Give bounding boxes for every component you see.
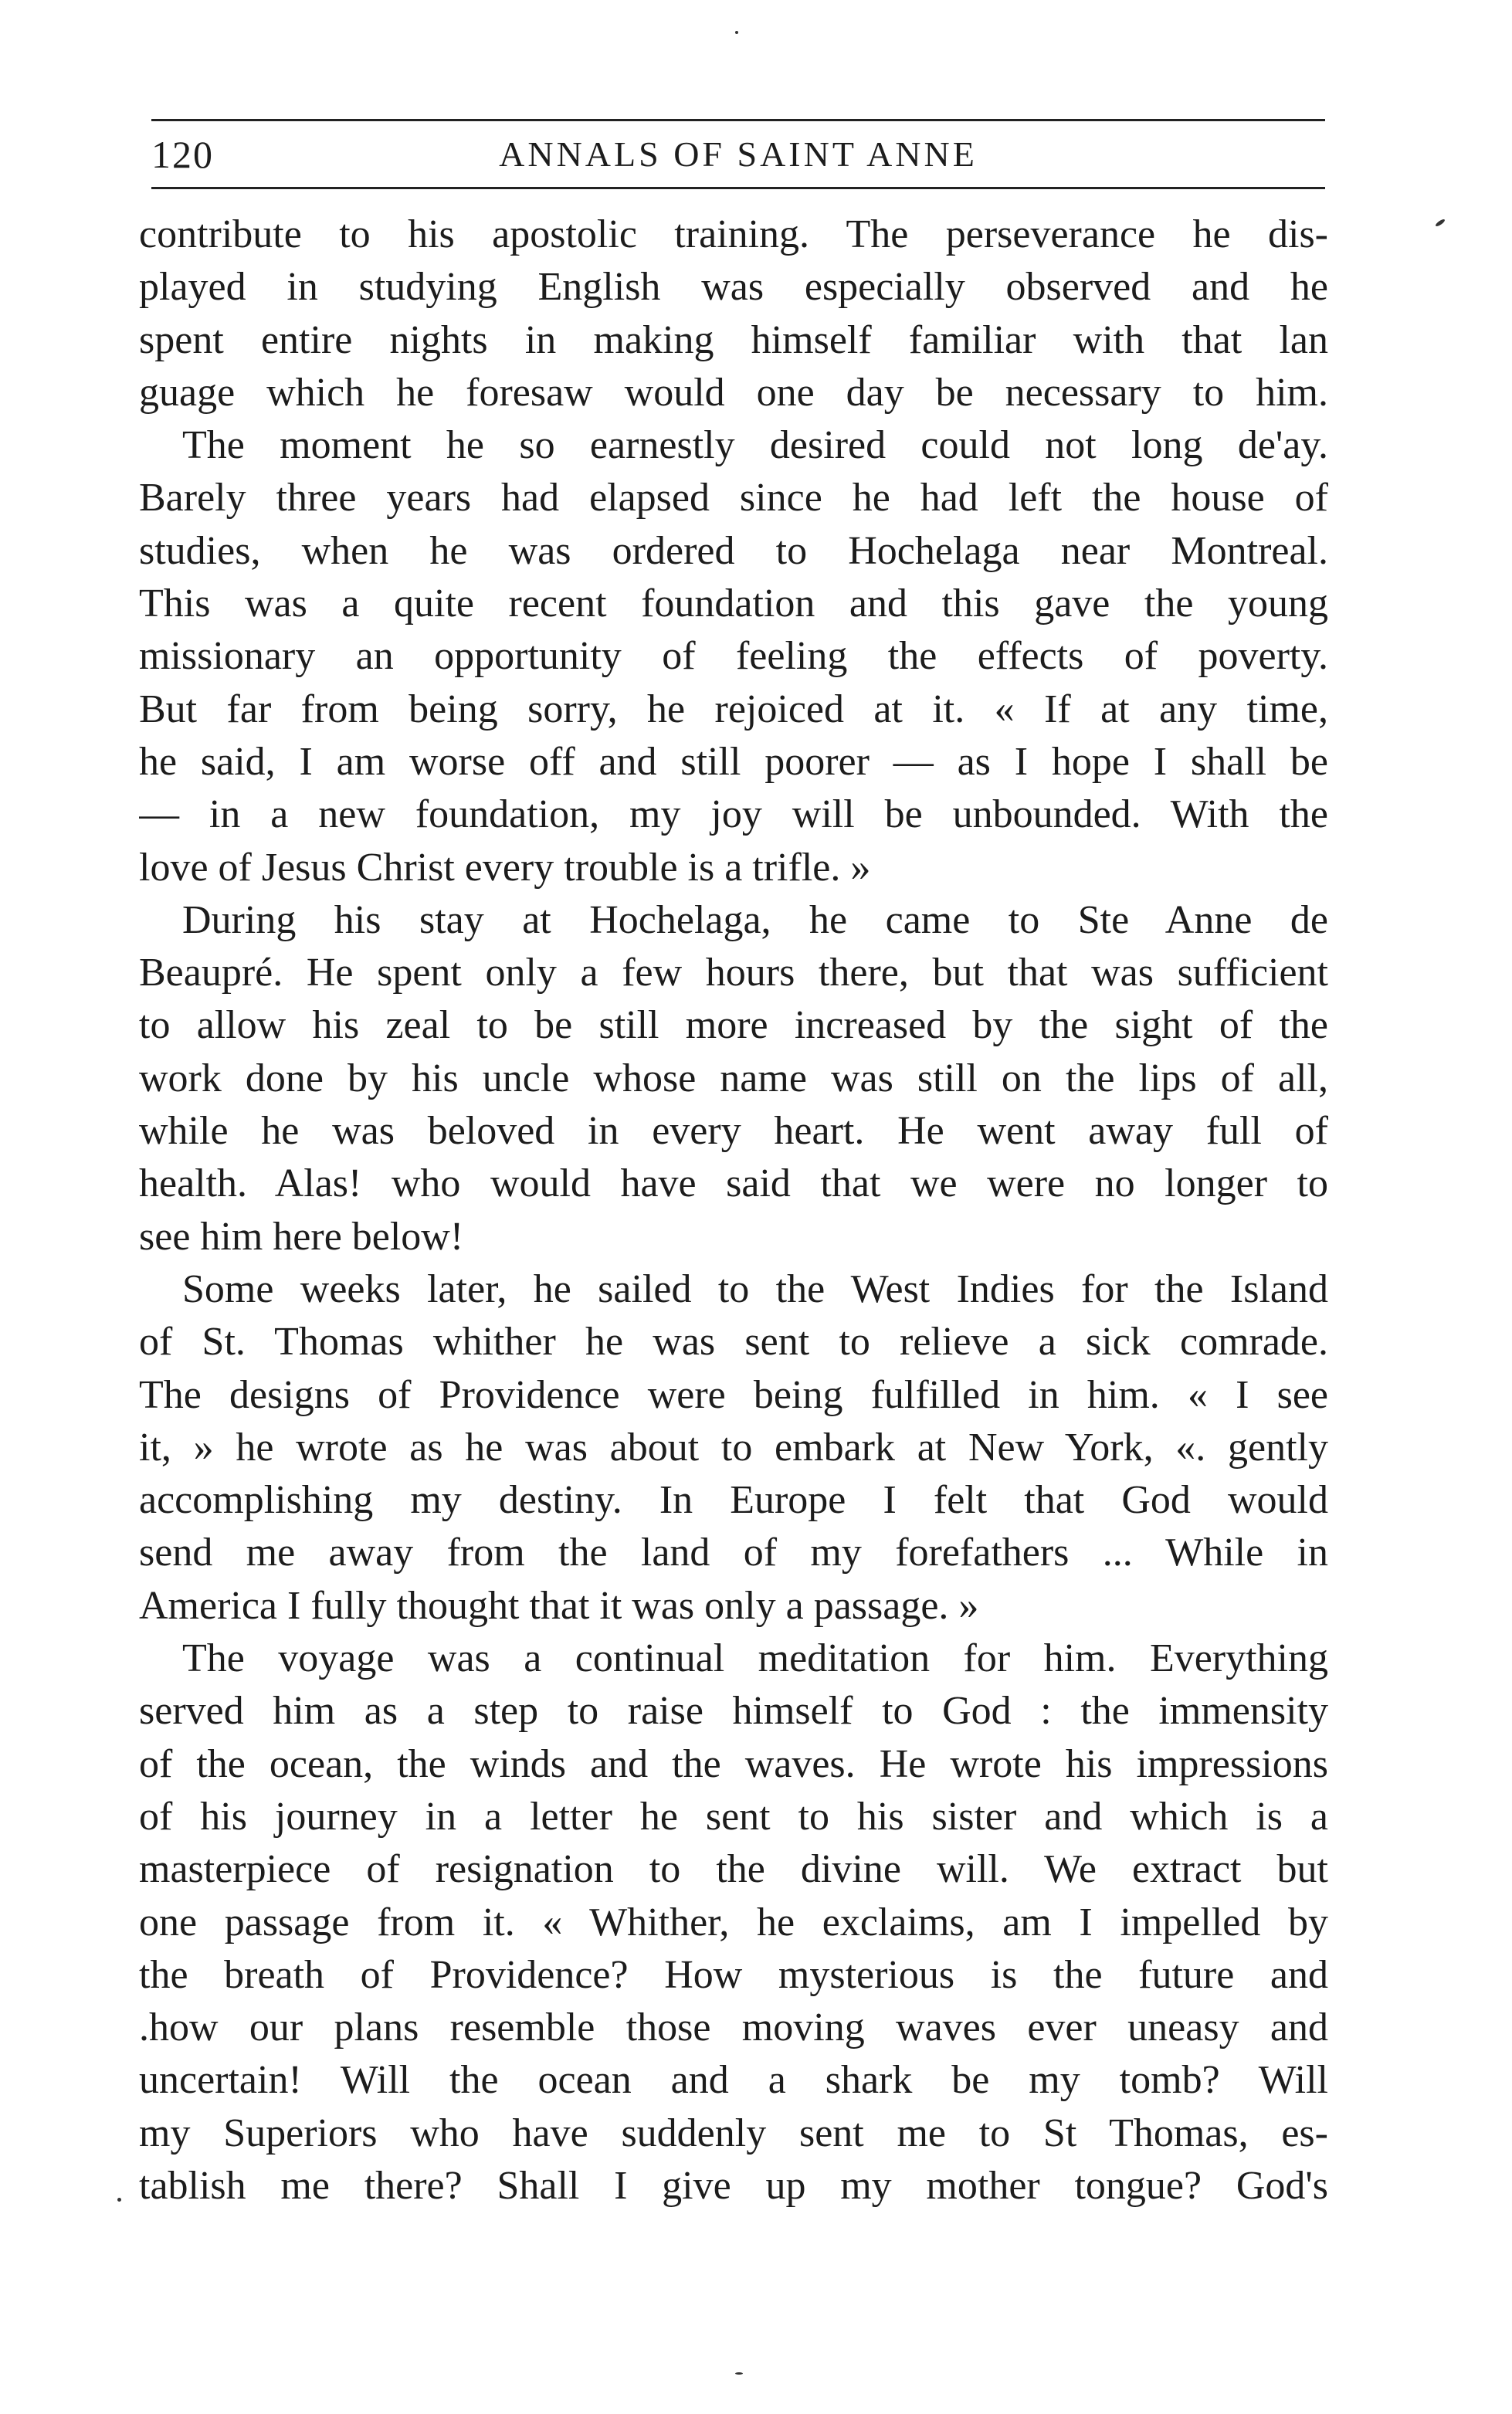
text-line: send me away from the land of my forefathers ... While in	[139, 1531, 1328, 1575]
paragraph-3	[139, 894, 1328, 1263]
text-line: the breath of Providence? How mysterious is the future and	[139, 1952, 1328, 1997]
ink-speck	[735, 2372, 743, 2375]
text-line: tablish me there? Shall I give up my mother tongue? God's	[139, 2163, 1328, 2208]
body-text	[139, 209, 1328, 2212]
text-line: Beaupré. He spent only a few hours there, but that was sufficient	[139, 951, 1328, 995]
header-top-rule	[151, 119, 1325, 121]
text-line: The voyage was a continual meditation for him. Everything	[182, 1636, 1328, 1681]
running-title: ANNALS OF SAINT ANNE	[499, 134, 978, 174]
text-line: guage which he foresaw would one day be necessary to him.	[139, 370, 1328, 415]
text-line: it, » he wrote as he was about to embark at New York, «. gently	[139, 1425, 1328, 1470]
ink-speck	[117, 2198, 121, 2202]
text-line: This was a quite recent foundation and this gave the young	[139, 581, 1328, 626]
ink-speck	[735, 31, 738, 34]
text-line: while he was beloved in every heart. He went away full of	[139, 1109, 1328, 1154]
text-line: studies, when he was ordered to Hochelaga near Montreal.	[139, 528, 1328, 573]
text-line: of his journey in a letter he sent to his sister and which is a	[139, 1794, 1328, 1839]
page-header	[151, 116, 1325, 190]
text-line: health. Alas! who would have said that we were no longer to	[139, 1161, 1328, 1206]
paragraph-1	[139, 209, 1328, 419]
text-line: of St. Thomas whither he was sent to relieve a sick comrade.	[139, 1320, 1328, 1365]
paragraph-5	[139, 1633, 1328, 2212]
text-line: work done by his uncle whose name was still on the lips of all,	[139, 1056, 1328, 1100]
text-line: uncertain! Will the ocean and a shark be my tomb? Will	[139, 2058, 1328, 2103]
text-line: But far from being sorry, he rejoiced at it. « If at any time,	[139, 687, 1328, 731]
text-line: .how our plans resemble those moving waves ever uneasy and	[139, 2005, 1328, 2050]
text-line: America I fully thought that it was only a passage. »	[139, 1583, 979, 1628]
text-line: he said, I am worse off and still poorer — as I hope I shall be	[139, 739, 1328, 784]
text-line: Some weeks later, he sailed to the West Indies for the Island	[182, 1266, 1328, 1311]
text-line: played in studying English was especially observed and he	[139, 265, 1328, 310]
paragraph-2	[139, 419, 1328, 894]
page-number: 120	[151, 133, 214, 176]
text-line: served him as a step to raise himself to God : the immensity	[139, 1689, 1328, 1734]
text-line: The designs of Providence were being fulfilled in him. « I see	[139, 1372, 1328, 1417]
text-line: During his stay at Hochelaga, he came to Ste Anne de	[182, 897, 1328, 942]
text-line: contribute to his apostolic training. The perseverance he dis-	[139, 212, 1328, 256]
text-line: — in a new foundation, my joy will be unbounded. With the	[139, 792, 1328, 837]
text-line: one passage from it. « Whither, he exclaims, am I impelled by	[139, 1900, 1328, 1944]
text-line: see him here below!	[139, 1214, 464, 1259]
text-line: my Superiors who have suddenly sent me to St Thomas, es-	[139, 2111, 1328, 2155]
ink-speck	[1435, 218, 1446, 227]
header-bottom-rule	[151, 187, 1325, 189]
text-line: masterpiece of resignation to the divine will. We extract but	[139, 1847, 1328, 1892]
paragraph-4	[139, 1263, 1328, 1633]
text-line: to allow his zeal to be still more increased by the sight of the	[139, 1003, 1328, 1048]
text-line: spent entire nights in making himself familiar with that lan	[139, 317, 1328, 362]
text-line: accomplishing my destiny. In Europe I felt that God would	[139, 1478, 1328, 1523]
text-line: The moment he so earnestly desired could not long de'ay.	[182, 423, 1328, 468]
text-line: love of Jesus Christ every trouble is a trifle. »	[139, 845, 871, 890]
text-line: missionary an opportunity of feeling the effects of poverty.	[139, 634, 1328, 679]
text-line: Barely three years had elapsed since he had left the house of	[139, 476, 1328, 520]
text-line: of the ocean, the winds and the waves. He wrote his impressions	[139, 1741, 1328, 1786]
